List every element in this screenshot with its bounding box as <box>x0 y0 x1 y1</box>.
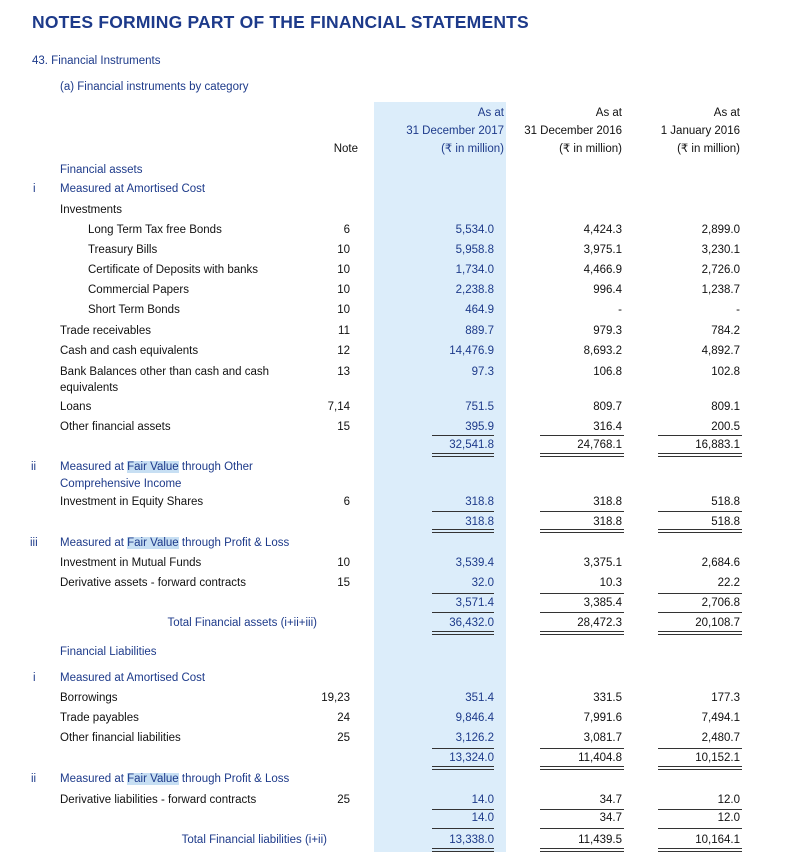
col-2017-date: 31 December 2017 <box>406 125 504 137</box>
row-value-2017: 889.7 <box>465 325 494 337</box>
row-value-2017: 3,126.2 <box>455 732 494 744</box>
row-value-dec2016: 8,693.2 <box>583 345 622 357</box>
row-value-dec2016: 979.3 <box>593 325 622 337</box>
row-label: Trade payables <box>60 712 139 724</box>
row-note: 10 <box>337 557 350 569</box>
subtotal-rule <box>658 748 742 749</box>
row-label: Other financial assets <box>60 421 171 433</box>
row-value-jan2016: 784.2 <box>711 325 740 337</box>
subtotal-rule <box>658 612 742 613</box>
row-value-2017: 2,238.8 <box>455 284 494 296</box>
row-label: Investment in Mutual Funds <box>60 557 202 569</box>
total-double-rule <box>540 766 624 770</box>
row-value-jan2016: 518.8 <box>711 496 740 508</box>
row-value-2017: 14,476.9 <box>449 345 494 357</box>
subtotal-rule <box>432 612 494 613</box>
sub-heading: (a) Financial instruments by category <box>60 81 249 93</box>
page-title: NOTES FORMING PART OF THE FINANCIAL STATEMENTS <box>32 12 529 32</box>
note-heading: 43. Financial Instruments <box>32 55 161 67</box>
row-value-2017: 464.9 <box>465 304 494 316</box>
row-note: 19,23 <box>321 692 350 704</box>
row-value-jan2016: 12.0 <box>717 812 740 824</box>
row-value-dec2016: 4,424.3 <box>583 224 622 236</box>
subtotal-rule <box>432 828 494 829</box>
row-value-jan2016: 177.3 <box>711 692 740 704</box>
row-value-jan2016: 102.8 <box>711 366 740 378</box>
total-double-rule <box>540 529 624 533</box>
row-value-jan2016: 2,726.0 <box>701 264 740 276</box>
row-value-jan2016: 1,238.7 <box>701 284 740 296</box>
subtotal-rule <box>658 435 742 436</box>
note-column-header: Note <box>333 143 358 155</box>
total-double-rule <box>432 631 494 635</box>
row-value-dec2016: 3,975.1 <box>583 244 622 256</box>
fvoci-heading: Measured at Fair Value through Other <box>60 461 253 473</box>
row-note: 15 <box>337 577 350 589</box>
row-label: Derivative assets - forward contracts <box>60 577 246 589</box>
row-label: Certificate of Deposits with banks <box>88 264 259 276</box>
subtotal-rule <box>658 593 742 594</box>
row-value-jan2016: 22.2 <box>717 577 740 589</box>
total-double-rule <box>658 529 742 533</box>
row-value-2017: 5,534.0 <box>455 224 494 236</box>
total-double-rule <box>658 453 742 457</box>
row-note: 10 <box>337 264 350 276</box>
subtotal-rule <box>432 809 494 810</box>
row-value-dec2016: 4,466.9 <box>583 264 622 276</box>
total-double-rule <box>432 766 494 770</box>
subtotal-rule <box>658 511 742 512</box>
row-value-dec2016: 996.4 <box>593 284 622 296</box>
row-value-2017: 32.0 <box>471 577 494 589</box>
row-value-2017: 5,958.8 <box>455 244 494 256</box>
subtotal-rule <box>432 511 494 512</box>
row-note: 25 <box>337 732 350 744</box>
subtotal-rule <box>540 435 624 436</box>
row-value-dec2016: 34.7 <box>599 794 622 806</box>
col-2016-as-at: As at <box>595 107 622 119</box>
row-label: Trade receivables <box>60 325 151 337</box>
subtotal-rule <box>432 435 494 436</box>
row-value-dec2016: 106.8 <box>593 366 622 378</box>
amortised-cost-heading: Measured at Amortised Cost <box>60 183 206 195</box>
row-value-dec2016: 11,439.5 <box>578 834 622 846</box>
financial-assets-heading: Financial assets <box>60 164 143 176</box>
liab-amortised-heading: Measured at Amortised Cost <box>60 672 206 684</box>
row-value-jan2016: 7,494.1 <box>701 712 740 724</box>
row-label: Treasury Bills <box>88 244 158 256</box>
row-label: Short Term Bonds <box>88 304 180 316</box>
row-value-dec2016: 316.4 <box>593 421 622 433</box>
row-value-2017: 32,541.8 <box>449 439 494 451</box>
row-value-dec2016: 11,404.8 <box>578 752 622 764</box>
total-financial-liabilities-label: Total Financial liabilities (i+ii) <box>181 834 327 846</box>
row-label: Derivative liabilities - forward contracts <box>60 794 257 806</box>
subtotal-rule <box>540 511 624 512</box>
row-note: 15 <box>337 421 350 433</box>
financial-liabilities-heading: Financial Liabilities <box>60 646 157 658</box>
row-value-jan2016: 12.0 <box>717 794 740 806</box>
row-value-2017: 318.8 <box>465 516 494 528</box>
subtotal-rule <box>658 809 742 810</box>
liab-roman-ii: ii <box>31 773 37 785</box>
row-value-jan2016: 4,892.7 <box>701 345 740 357</box>
row-value-dec2016: 24,768.1 <box>577 439 622 451</box>
row-value-jan2016: 2,480.7 <box>701 732 740 744</box>
row-value-2017: 351.4 <box>465 692 494 704</box>
liab-fvpl-heading: Measured at Fair Value through Profit & Loss <box>60 773 290 785</box>
roman-ii: ii <box>31 461 37 473</box>
subtotal-rule <box>658 828 742 829</box>
roman-iii: iii <box>30 537 38 549</box>
total-double-rule <box>658 631 742 635</box>
col-2016-date: 31 December 2016 <box>524 125 622 137</box>
row-value-jan2016: - <box>736 304 740 316</box>
row-value-2017: 36,432.0 <box>449 617 494 629</box>
row-value-jan2016: 16,883.1 <box>695 439 740 451</box>
row-value-jan2016: 2,899.0 <box>701 224 740 236</box>
row-label: Investment in Equity Shares <box>60 496 204 508</box>
row-label: Cash and cash equivalents <box>60 345 199 357</box>
subtotal-rule <box>540 748 624 749</box>
row-value-jan2016: 809.1 <box>711 401 740 413</box>
liab-roman-i: i <box>33 672 36 684</box>
row-value-dec2016: 34.7 <box>599 812 622 824</box>
row-value-2017: 97.3 <box>471 366 494 378</box>
total-double-rule <box>432 529 494 533</box>
row-value-2017: 14.0 <box>471 812 494 824</box>
subtotal-rule <box>540 612 624 613</box>
row-label: Other financial liabilities <box>60 732 181 744</box>
subtotal-rule <box>432 593 494 594</box>
col-2016-unit: (₹ in million) <box>559 143 622 155</box>
row-value-dec2016: 7,991.6 <box>583 712 622 724</box>
row-value-dec2016: 10.3 <box>599 577 622 589</box>
row-value-dec2016: 28,472.3 <box>577 617 622 629</box>
bank-balances-label-2: equivalents <box>60 382 119 394</box>
row-value-dec2016: 3,081.7 <box>583 732 622 744</box>
row-note: 10 <box>337 244 350 256</box>
total-financial-assets-label: Total Financial assets (i+ii+iii) <box>167 617 317 629</box>
col-2017-as-at: As at <box>477 107 504 119</box>
row-note: 11 <box>338 325 350 337</box>
roman-i: i <box>33 183 36 195</box>
row-value-dec2016: 318.8 <box>593 516 622 528</box>
fvoci-heading-2: Comprehensive Income <box>60 478 182 490</box>
row-label: Borrowings <box>60 692 118 704</box>
col-jan2016-unit: (₹ in million) <box>677 143 740 155</box>
row-label: Loans <box>60 401 92 413</box>
bank-balances-label-1: Bank Balances other than cash and cash <box>60 366 270 378</box>
row-value-dec2016: 3,385.4 <box>583 597 622 609</box>
row-note: 12 <box>337 345 350 357</box>
row-note: 24 <box>337 712 350 724</box>
row-value-dec2016: - <box>618 304 622 316</box>
total-double-rule <box>432 848 494 852</box>
row-value-dec2016: 809.7 <box>593 401 622 413</box>
row-value-jan2016: 2,706.8 <box>701 597 740 609</box>
subtotal-rule <box>540 593 624 594</box>
row-note: 10 <box>337 284 350 296</box>
row-note: 6 <box>343 496 350 508</box>
row-note: 10 <box>337 304 350 316</box>
col-jan2016-as-at: As at <box>713 107 740 119</box>
col-2017-unit: (₹ in million) <box>441 143 504 155</box>
subtotal-rule <box>540 809 624 810</box>
subtotal-rule <box>540 828 624 829</box>
total-double-rule <box>658 766 742 770</box>
total-double-rule <box>540 631 624 635</box>
row-note: 6 <box>343 224 350 236</box>
row-value-2017: 9,846.4 <box>455 712 494 724</box>
row-value-2017: 1,734.0 <box>455 264 494 276</box>
row-note: 25 <box>337 794 350 806</box>
row-value-dec2016: 3,375.1 <box>583 557 622 569</box>
row-value-jan2016: 2,684.6 <box>701 557 740 569</box>
row-value-2017: 13,338.0 <box>449 834 494 846</box>
row-value-jan2016: 10,152.1 <box>695 752 740 764</box>
row-label: Long Term Tax free Bonds <box>88 224 222 236</box>
total-double-rule <box>540 848 624 852</box>
total-double-rule <box>540 453 624 457</box>
fvpl-heading: Measured at Fair Value through Profit & Loss <box>60 537 290 549</box>
row-value-2017: 318.8 <box>465 496 494 508</box>
row-value-dec2016: 318.8 <box>593 496 622 508</box>
row-value-jan2016: 10,164.1 <box>695 834 740 846</box>
row-value-2017: 3,571.4 <box>455 597 494 609</box>
row-value-2017: 751.5 <box>465 401 494 413</box>
row-value-jan2016: 518.8 <box>711 516 740 528</box>
total-double-rule <box>432 453 494 457</box>
row-value-jan2016: 3,230.1 <box>701 244 740 256</box>
row-value-2017: 13,324.0 <box>449 752 494 764</box>
investments-label: Investments <box>60 204 122 216</box>
row-value-2017: 3,539.4 <box>455 557 494 569</box>
col-jan2016-date: 1 January 2016 <box>660 125 740 137</box>
row-value-2017: 395.9 <box>465 421 494 433</box>
row-value-dec2016: 331.5 <box>593 692 622 704</box>
row-note: 13 <box>337 366 350 378</box>
row-note: 7,14 <box>327 401 350 413</box>
row-label: Commercial Papers <box>88 284 189 296</box>
row-value-2017: 14.0 <box>471 794 494 806</box>
row-value-jan2016: 200.5 <box>711 421 740 433</box>
subtotal-rule <box>432 748 494 749</box>
total-double-rule <box>658 848 742 852</box>
row-value-jan2016: 20,108.7 <box>695 617 740 629</box>
